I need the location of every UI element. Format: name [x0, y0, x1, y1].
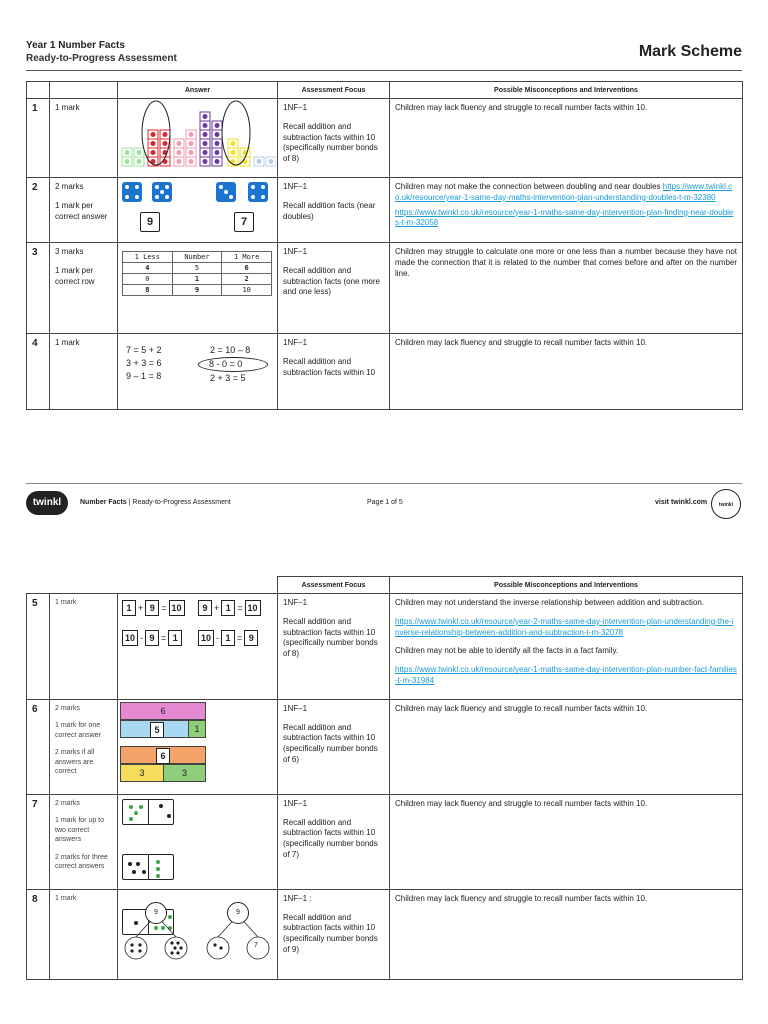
- number-box: 10: [245, 600, 261, 616]
- cube-dot: [203, 159, 208, 164]
- header-answer: Answer: [118, 82, 278, 99]
- footer-title: Number Facts | Ready-to-Progress Assessment: [80, 499, 231, 506]
- cube-dot: [177, 159, 182, 164]
- number-box: 9: [244, 630, 258, 646]
- marks-detail: 1 mark for one correct answer: [55, 722, 101, 739]
- marks-detail: 2 marks if all answers are correct: [55, 749, 95, 775]
- domino-dot: [129, 805, 133, 809]
- marks-detail: 1 mark per correct answer: [55, 200, 108, 221]
- cube-dot: [215, 141, 220, 146]
- focus-description: Recall addition and subtraction facts within 10 (specifically number bonds of 9): [283, 912, 378, 954]
- mini-cell: 2: [222, 273, 272, 284]
- domino-dot: [134, 811, 138, 815]
- cube-dot: [215, 159, 220, 164]
- fact-family-equation: [122, 600, 185, 616]
- number-box: 1: [168, 630, 182, 646]
- whole-circle: 9: [145, 902, 167, 924]
- number-box: 9: [198, 600, 212, 616]
- domino-divider: [148, 800, 149, 824]
- mini-cell: 8: [123, 284, 173, 295]
- dice-icon: [248, 182, 268, 202]
- marks-detail: 1 mark for up to two correct answers: [55, 817, 105, 844]
- number-box: 10: [198, 630, 214, 646]
- domino-dot: [159, 804, 163, 808]
- operator: +: [214, 603, 220, 613]
- number-box: 1: [221, 630, 235, 646]
- mini-cell: 1: [172, 273, 222, 284]
- cube-dot: [231, 150, 236, 155]
- cube-dot: [125, 150, 130, 155]
- focus-code: 1NF–1: [283, 337, 308, 347]
- cube-dot: [177, 141, 182, 146]
- number-box: 10: [122, 630, 138, 646]
- bar-model-part-b: 1: [188, 720, 206, 738]
- cube-dot: [269, 159, 274, 164]
- part-whole-models: [118, 889, 278, 979]
- table-row: [27, 99, 743, 178]
- number-box: 9: [145, 630, 159, 646]
- operator: -: [216, 633, 220, 643]
- cube-dot: [203, 132, 208, 137]
- answer-box: 7: [234, 212, 254, 232]
- domino-dot: [167, 814, 171, 818]
- cube-dot: [189, 150, 194, 155]
- marks-detail: 1 mark per correct row: [55, 265, 95, 286]
- twinkl-logo: twinkl: [26, 491, 68, 515]
- fact-family-equation: [198, 600, 261, 616]
- question-number: 1: [27, 99, 50, 178]
- marks-detail: 2 marks for three correct answers: [55, 853, 108, 870]
- focus-description: Recall addition facts (near doubles): [283, 200, 376, 221]
- question-number: 3: [27, 242, 50, 333]
- cube-dot: [137, 150, 142, 155]
- equation: 7 = 5 + 2: [126, 344, 162, 355]
- circled-equation: 8 - 0 = 0: [198, 357, 268, 372]
- fact-family-equation: [198, 630, 258, 646]
- equation: 3 + 3 = 6: [126, 357, 162, 368]
- marks-text: 1 mark: [55, 894, 77, 902]
- cube-dot: [189, 132, 194, 137]
- misconception-text: Children may struggle to calculate one more or one less than a number because they have not made the connection that it is related to the number that comes before and after on the number line.: [395, 246, 737, 278]
- question-number: 5: [27, 594, 50, 700]
- one-more-one-less-table: [122, 251, 272, 296]
- marks-text: 2 marks: [55, 704, 80, 712]
- domino-dot: [142, 870, 146, 874]
- focus-code: 1NF–1: [283, 103, 308, 112]
- header-misconceptions: Possible Misconceptions and Interventions: [390, 577, 743, 594]
- number-box: 10: [169, 600, 185, 616]
- focus-code: 1NF–1 :: [283, 893, 312, 903]
- cube-dot: [203, 114, 208, 119]
- mini-header: 1 Less: [123, 251, 173, 262]
- domino-dot: [129, 817, 133, 821]
- intervention-link[interactable]: https://www.twinkl.co.uk/resource/year-2-maths-same-day-intervention-plan-understanding-the-inverse-relationship-between-addition-and-subtraction-t-m-32078: [395, 616, 734, 637]
- operator: =: [161, 633, 167, 643]
- equation: 2 = 10 – 8: [210, 344, 251, 355]
- domino-icon: [122, 854, 174, 880]
- answer-cubes-image: [118, 99, 278, 178]
- table-row: [27, 177, 743, 242]
- mini-cell: 4: [123, 262, 173, 273]
- dice-icon: [122, 182, 142, 202]
- header-assessment-focus: Assessment Focus: [278, 82, 390, 99]
- mark-scheme-table-1: [26, 81, 743, 410]
- question-number: 7: [27, 794, 50, 889]
- intervention-link[interactable]: https://www.twinkl.co.uk/resource/year-1-same-day-maths-intervention-plan-understanding-doubles-t-m-32380: [395, 181, 733, 202]
- focus-code: 1NF–1: [283, 798, 308, 808]
- focus-code: 1NF–1: [283, 181, 308, 191]
- part-value: 7: [254, 941, 258, 949]
- dice-pair-right: [216, 182, 268, 204]
- operator: =: [161, 603, 167, 613]
- cube-dot: [163, 141, 168, 146]
- cube-dot: [125, 159, 130, 164]
- domino-divider: [148, 855, 149, 879]
- focus-description: Recall addition and subtraction facts within 10 (specifically number bonds of 8): [283, 616, 378, 659]
- mini-cell: 0: [123, 273, 173, 284]
- cube-dot: [203, 123, 208, 128]
- misconception-text: Children may lack fluency and struggle to recall number facts within 10.: [395, 893, 648, 903]
- focus-code: 1NF–1: [283, 598, 308, 607]
- mini-cell: 6: [222, 262, 272, 273]
- misconception-text: Children may lack fluency and struggle to recall number facts within 10.: [395, 337, 648, 347]
- table-row: [27, 889, 743, 979]
- bar-model-part-c: 3: [120, 764, 164, 782]
- marks-text: 1 mark: [55, 103, 80, 112]
- mini-cell: 10: [222, 284, 272, 295]
- dice-icon: [216, 182, 236, 202]
- cube-dot: [189, 159, 194, 164]
- table-row: [27, 794, 743, 889]
- table-row: [27, 594, 743, 700]
- page-number: Page 1 of 5: [367, 499, 403, 506]
- domino-dot: [132, 870, 136, 874]
- cube-dot: [177, 150, 182, 155]
- table-row: [27, 242, 743, 333]
- domino-dot: [139, 805, 143, 809]
- equations-right: [202, 344, 268, 385]
- marks-text: 1 mark: [55, 337, 80, 347]
- marks-text: 2 marks: [55, 181, 84, 191]
- misconception-text: Children may not understand the inverse relationship between addition and subtraction.: [395, 598, 705, 607]
- number-bond-cubes: [118, 99, 276, 171]
- equations-left: [126, 344, 162, 383]
- cube-dot: [231, 141, 236, 146]
- intervention-link[interactable]: https://www.twinkl.co.uk/resource/year-1-maths-same-day-intervention-plan-number-fact-families-t-m-31984: [395, 665, 737, 685]
- number-box: 1: [122, 600, 136, 616]
- question-number: 6: [27, 699, 50, 794]
- focus-description: Recall addition and subtraction facts (one more and one less): [283, 265, 380, 297]
- domino-icon: [122, 799, 174, 825]
- operator: =: [237, 633, 243, 643]
- misconception-text: Children may lack fluency and struggle to recall number facts within 10.: [395, 703, 648, 713]
- number-box: 1: [221, 600, 235, 616]
- intervention-link[interactable]: https://www.twinkl.co.uk/resource/year-1-maths-same-day-intervention-plan-finding-near-doubles-t-m-32058: [395, 207, 734, 228]
- focus-code: 1NF–1: [283, 703, 308, 713]
- cube-dot: [151, 141, 156, 146]
- header-rule: [26, 70, 742, 71]
- quality-badge-icon: twinkl: [711, 489, 741, 519]
- question-number: 8: [27, 889, 50, 979]
- cube-dot: [257, 159, 262, 164]
- domino-dot: [128, 862, 132, 866]
- fact-family-equation: [122, 630, 182, 646]
- mark-scheme-table-2: [26, 576, 743, 980]
- operator: =: [237, 603, 243, 613]
- dice-pair-left: [122, 182, 172, 204]
- header-assessment-focus: Assessment Focus: [278, 577, 390, 594]
- domino-dot: [136, 862, 140, 866]
- marks-text: 2 marks: [55, 799, 80, 807]
- operator: -: [140, 633, 144, 643]
- mini-header: 1 More: [222, 251, 272, 262]
- focus-description: Recall addition and subtraction facts within 10 (specifically number bonds of 6): [283, 722, 378, 764]
- mark-scheme-heading: Mark Scheme: [638, 43, 742, 60]
- cube-dot: [151, 132, 156, 137]
- number-box: 9: [145, 600, 159, 616]
- table-row: [27, 333, 743, 409]
- cube-dot: [151, 150, 156, 155]
- focus-description: Recall addition and subtraction facts within 10 (specifically number bonds of 8): [283, 121, 378, 164]
- mini-cell: 5: [172, 262, 222, 273]
- cube-dot: [163, 132, 168, 137]
- focus-code: 1NF–1: [283, 246, 308, 256]
- focus-description: Recall addition and subtraction facts within 10 (specifically number bonds of 7): [283, 817, 378, 859]
- domino-dot: [156, 860, 160, 864]
- domino-dot: [156, 874, 160, 878]
- equation: 2 + 3 = 5: [210, 372, 246, 383]
- domino-dot: [156, 867, 160, 871]
- fact-family-equations: [118, 594, 278, 700]
- cube-dot: [137, 159, 142, 164]
- answer-box: 5: [150, 722, 164, 738]
- cube-dot: [203, 150, 208, 155]
- mini-header: Number: [172, 251, 222, 262]
- misconception-text: Children may not be able to identify all the facts in a fact family.: [395, 646, 619, 656]
- focus-description: Recall addition and subtraction facts within 10: [283, 356, 376, 377]
- mini-cell: 9: [172, 284, 222, 295]
- document-title: Year 1 Number Facts: [26, 40, 125, 51]
- misconception-text: Children may lack fluency and struggle to recall number facts within 10.: [395, 798, 648, 808]
- bar-model-part-d: 3: [163, 764, 206, 782]
- marks-text: 3 marks: [55, 246, 84, 256]
- table-row: [27, 699, 743, 794]
- site-link[interactable]: visit twinkl.com: [655, 499, 708, 506]
- cube-dot: [215, 123, 220, 128]
- marks-text: 1 mark: [55, 599, 77, 606]
- cube-dot: [215, 132, 220, 137]
- question-number: 4: [27, 333, 50, 409]
- cube-dot: [203, 141, 208, 146]
- cube-dot: [215, 150, 220, 155]
- misconception-text: Children may lack fluency and struggle to recall number facts within 10.: [395, 103, 648, 112]
- misconception-text: Children may not make the connection between doubling and near doubles: [395, 181, 661, 191]
- whole-circle: 9: [227, 902, 249, 924]
- header-misconceptions: Possible Misconceptions and Interventions: [390, 82, 743, 99]
- answer-box: 6: [156, 748, 170, 764]
- equation: 9 – 1 = 8: [126, 370, 162, 381]
- answer-box: 9: [140, 212, 160, 232]
- document-subtitle: Ready-to-Progress Assessment: [26, 53, 177, 64]
- dice-icon: [152, 182, 172, 202]
- dominoes: [118, 794, 278, 889]
- cube-dot: [189, 141, 194, 146]
- question-number: 2: [27, 177, 50, 242]
- bar-model-whole: 6: [120, 702, 206, 720]
- operator: +: [138, 603, 144, 613]
